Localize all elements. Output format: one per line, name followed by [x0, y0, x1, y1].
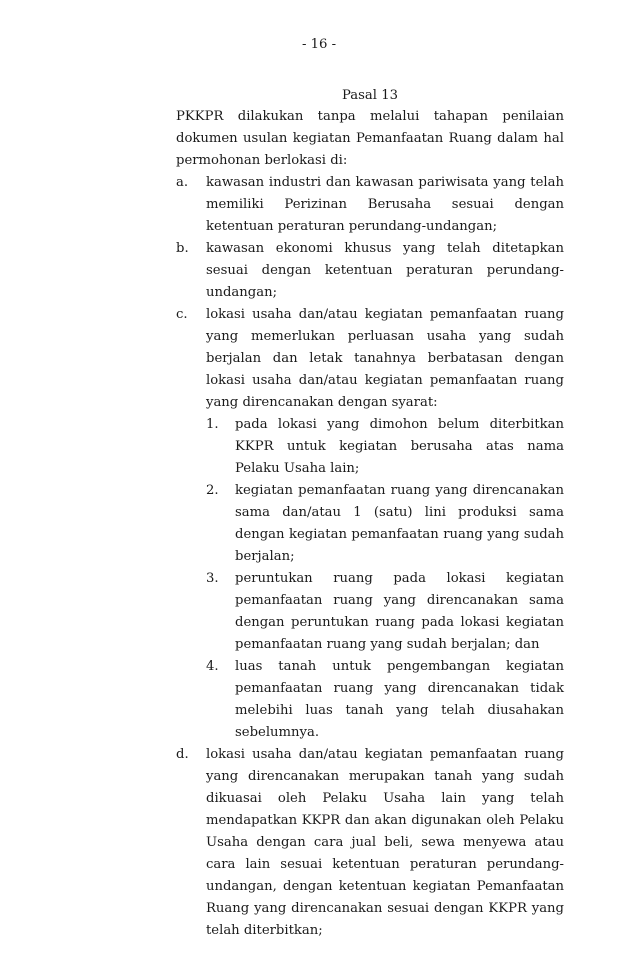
list-item-d — [176, 744, 564, 942]
sublist-marker: 4. — [206, 659, 219, 674]
sublist-item-3 — [206, 568, 564, 656]
sublist-item-4 — [206, 656, 564, 744]
list-marker: a. — [176, 175, 189, 190]
sublist-marker: 2. — [206, 483, 219, 498]
sublist-item-2 — [206, 480, 564, 568]
list-marker: b. — [176, 241, 189, 256]
sublist-item-text: peruntukan ruang pada lokasi kegiatan pemanfaatan ruang yang direncanakan sama dengan peruntukan ruang pada lokasi kegiatan pemanfaatan ruang yang sudah berjalan; dan — [235, 571, 564, 652]
sublist-item-text: luas tanah untuk pengembangan kegiatan pemanfaatan ruang yang direncanakan tidak melebihi luas tanah yang telah diusahakan sebelumnya. — [235, 659, 564, 740]
sublist-item-text: kegiatan pemanfaatan ruang yang direncanakan sama dan/atau 1 (satu) lini produksi sama dengan kegiatan pemanfaatan ruang yang sudah berjalan; — [235, 483, 564, 564]
list-marker: c. — [176, 307, 188, 322]
list-item-text: lokasi usaha dan/atau kegiatan pemanfaatan ruang yang direncanakan merupakan tanah yang sudah dikuasai oleh Pelaku Usaha lain yang telah mendapatkan KKPR dan akan digunakan oleh Pelaku Usaha dengan cara jual beli, sewa menyewa atau cara lain sesuai ketentuan peraturan perundang-undangan, dengan ketentuan kegiatan Pemanfaatan Ruang yang direncanakan sesuai dengan KKPR yang telah diterbitkan; — [206, 747, 564, 938]
list-item-a — [176, 172, 564, 238]
list-item-text: kawasan ekonomi khusus yang telah ditetapkan sesuai dengan ketentuan peraturan perundang-undangan; — [206, 241, 564, 300]
article-body — [176, 106, 564, 942]
article-title: Pasal 13 — [342, 88, 398, 103]
list-marker: d. — [176, 747, 189, 762]
sublist-marker: 3. — [206, 571, 219, 586]
sublist-marker: 1. — [206, 417, 219, 432]
page-number: - 16 - — [301, 37, 337, 52]
list-item-text: kawasan industri dan kawasan pariwisata yang telah memiliki Perizinan Berusaha sesuai dengan ketentuan peraturan perundang-undangan; — [206, 175, 564, 234]
sublist-item-text: pada lokasi yang dimohon belum diterbitkan KKPR untuk kegiatan berusaha atas nama Pelaku Usaha lain; — [235, 417, 564, 476]
list-item-content — [206, 304, 564, 744]
list-item-b — [176, 238, 564, 304]
article-intro: PKKPR dilakukan tanpa melalui tahapan penilaian dokumen usulan kegiatan Pemanfaatan Ruang dalam hal permohonan berlokasi di: — [176, 109, 564, 168]
list-item-c — [176, 304, 564, 744]
list-item-text: lokasi usaha dan/atau kegiatan pemanfaatan ruang yang memerlukan perluasan usaha yang sudah berjalan dan letak tanahnya berbatasan dengan lokasi usaha dan/atau kegiatan pemanfaatan ruang yang direncanakan dengan syarat: — [206, 307, 564, 410]
sublist-item-1 — [206, 414, 564, 480]
